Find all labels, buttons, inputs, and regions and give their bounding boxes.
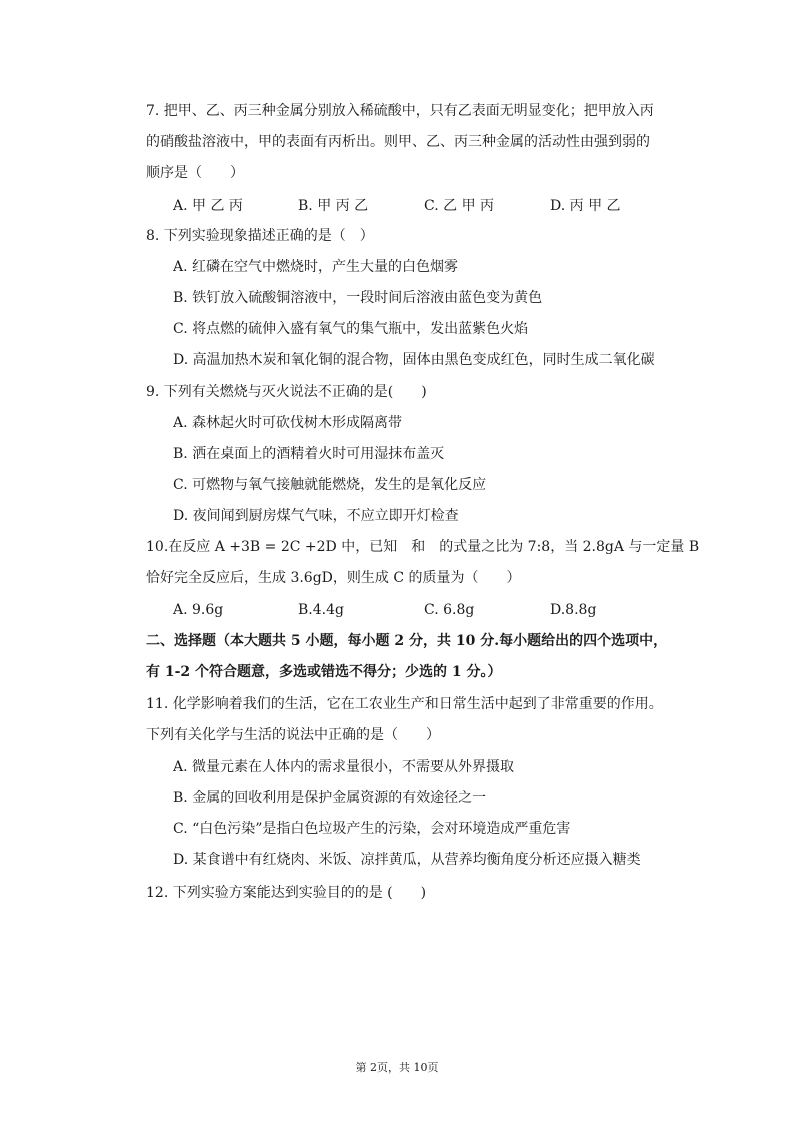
section-2-line-2: 有 1-2 个符合题意，多选或错选不得分；少选的 1 分。）: [146, 664, 502, 680]
q10-line-2: 恰好完全反应后，生成 3.6gD，则生成 C 的质量为（ ）: [146, 570, 521, 586]
q7-option-a: A. 甲 乙 丙: [173, 198, 243, 214]
q11-line-2: 下列有关化学与生活的说法中正确的是（ ）: [146, 727, 440, 743]
q10-option-b: B.4.4g: [298, 602, 344, 618]
q9-stem: 9. 下列有关燃烧与灭火说法不正确的是( ): [146, 384, 427, 400]
q8-stem: 8. 下列实验现象描述正确的是（ ）: [146, 228, 374, 244]
q7-options: [0, 196, 794, 216]
q11-line-1: 11. 化学影响着我们的生活，它在工农业生产和日常生活中起到了非常重要的作用。: [146, 696, 663, 712]
q7-line-2: 的硝酸盐溶液中，甲的表面有丙析出。则甲、乙、丙三种金属的活动性由强到弱的: [146, 134, 650, 150]
q9-option-b: B. 洒在桌面上的酒精着火时可用湿抹布盖灭: [173, 446, 445, 462]
q10-option-d: D.8.8g: [550, 602, 597, 618]
q12-stem: 12. 下列实验方案能达到实验目的的是 ( ): [146, 885, 427, 901]
q9-option-a: A. 森林起火时可砍伐树木形成隔离带: [173, 415, 403, 431]
q10-line-1: 10.在反应 A +3B = 2C +2D 中，已知 和 的式量之比为 7:8，当 2.8gA 与一定量 B: [146, 539, 700, 555]
q11-option-a: A. 微量元素在人体内的需求量很小，不需要从外界摄取: [173, 759, 515, 775]
q8-option-c: C. 将点燃的硫伸入盛有氧气的集气瓶中，发出蓝紫色火焰: [173, 321, 529, 337]
page-footer: 第 2页，共 10页: [355, 1061, 439, 1074]
q7-line-3: 顺序是（ ）: [146, 165, 244, 181]
q7-line-1: 7. 把甲、乙、丙三种金属分别放入稀硫酸中，只有乙表面无明显变化；把甲放入丙: [146, 103, 654, 119]
q9-option-d: D. 夜间闻到厨房煤气气味，不应立即开灯检查: [173, 508, 459, 524]
q11-option-d: D. 某食谱中有红烧肉、米饭、凉拌黄瓜，从营养均衡角度分析还应摄入糖类: [173, 852, 641, 868]
q7-option-b: B. 甲 丙 乙: [298, 198, 369, 214]
q10-options: [0, 600, 794, 620]
q9-option-c: C. 可燃物与氧气接触就能燃烧，发生的是氧化反应: [173, 477, 487, 493]
q11-option-b: B. 金属的回收利用是保护金属资源的有效途径之一: [173, 790, 487, 806]
q10-option-c: C. 6.8g: [424, 602, 475, 618]
q8-option-b: B. 铁钉放入硫酸铜溶液中，一段时间后溶液由蓝色变为黄色: [173, 290, 543, 306]
section-2-line-1: 二、选择题（本大题共 5 小题，每小题 2 分，共 10 分.每小题给出的四个选项中，: [146, 633, 668, 649]
q11-option-c: C. “白色污染”是指白色垃圾产生的污染，会对环境造成严重危害: [173, 821, 571, 837]
q8-option-d: D. 高温加热木炭和氧化铜的混合物，固体由黑色变成红色，同时生成二氧化碳: [173, 352, 655, 368]
q7-option-d: D. 丙 甲 乙: [550, 198, 621, 214]
q8-option-a: A. 红磷在空气中燃烧时，产生大量的白色烟雾: [173, 259, 459, 275]
q7-option-c: C. 乙 甲 丙: [424, 198, 495, 214]
q10-option-a: A. 9.6g: [173, 602, 224, 618]
